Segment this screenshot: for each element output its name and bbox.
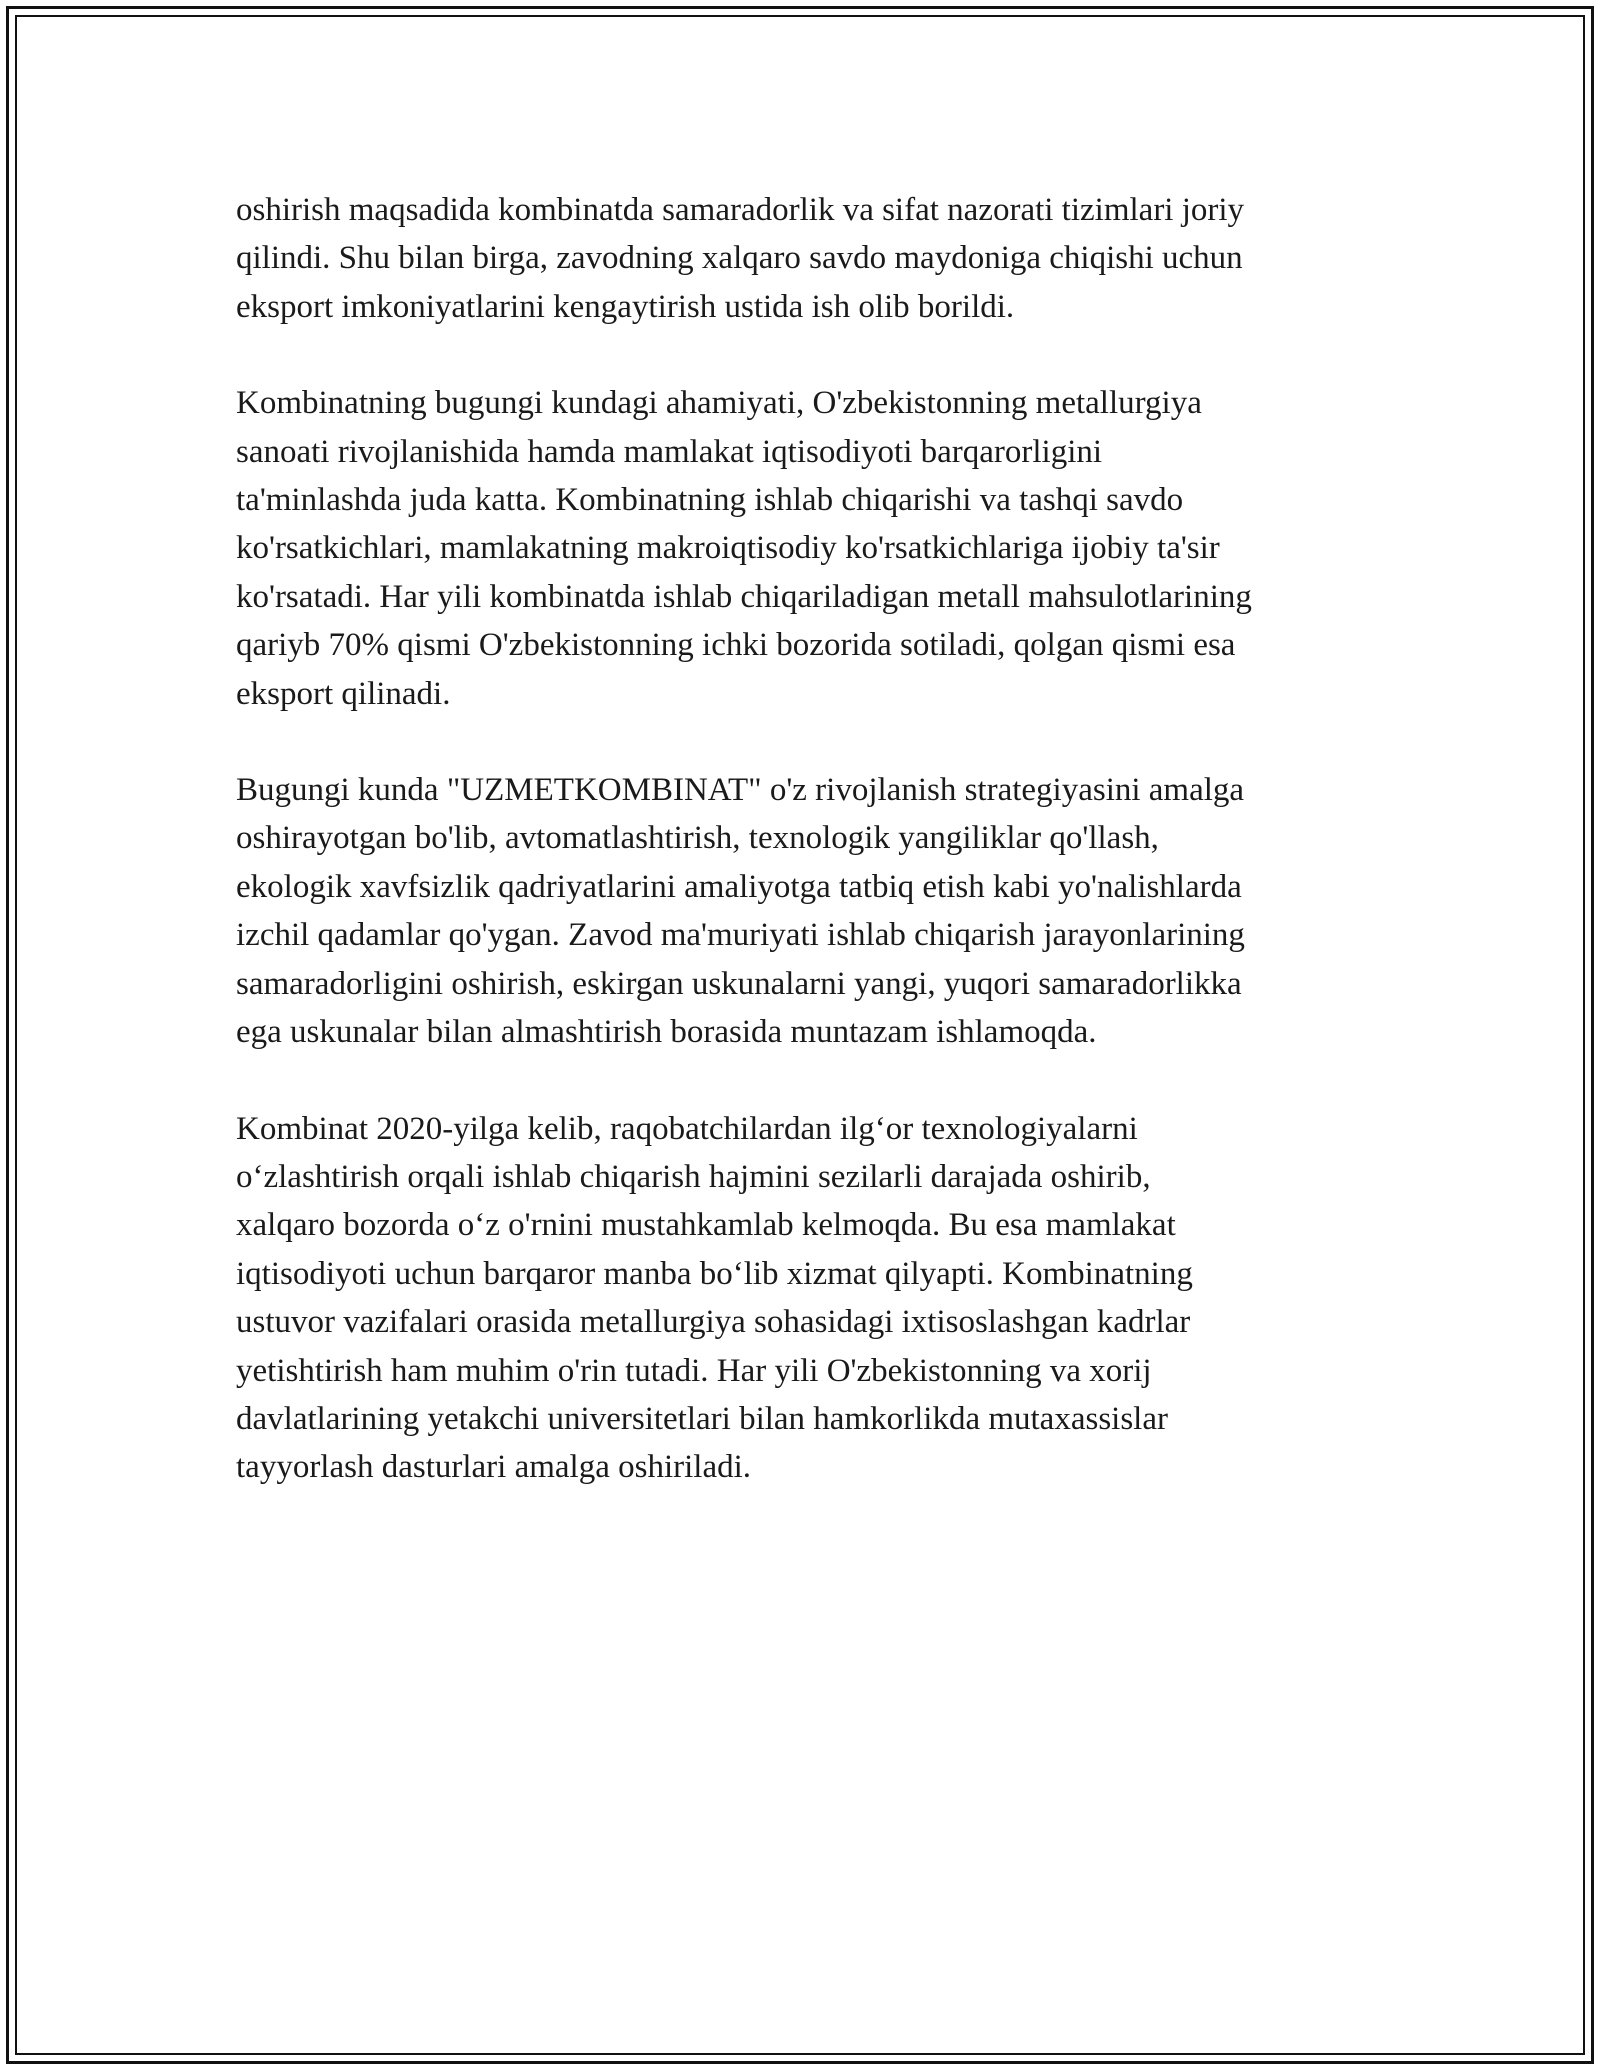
document-body: [236, 186, 1386, 1540]
text-line: ekologik xavfsizlik qadriyatlarini amaliyotga tatbiq etish kabi yo'nalishlarda: [236, 868, 1242, 905]
text-line: Bugungi kunda "UZMETKOMBINAT" o'z rivojlanish strategiyasini amalga: [236, 772, 1245, 809]
text-line: oshirish maqsadida kombinatda samaradorlik va sifat nazorati tizimlari joriy: [236, 192, 1245, 228]
paragraph-3: [236, 766, 1386, 1056]
text-line: Kombinatning bugungi kundagi ahamiyati, O'zbekistonning metallurgiya: [236, 385, 1202, 422]
text-line: eksport imkoniyatlarini kengaytirish ustida ish olib borildi.: [236, 288, 1015, 325]
text-line: tayyorlash dasturlari amalga oshiriladi.: [236, 1449, 752, 1486]
text-line: eksport qilinadi.: [236, 675, 451, 712]
text-line: davlatlarining yetakchi universitetlari bilan hamkorlikda mutaxassislar: [236, 1400, 1168, 1437]
paragraph-2: [236, 379, 1386, 718]
text-line: xalqaro bozorda o‘z o'rnini mustahkamlab kelmoqda. Bu esa mamlakat: [236, 1207, 1176, 1244]
text-line: ta'minlashda juda katta. Kombinatning ishlab chiqarishi va tashqi savdo: [236, 482, 1184, 519]
paragraph-1: [236, 186, 1386, 331]
text-line: o‘zlashtirish orqali ishlab chiqarish hajmini sezilarli darajada oshirib,: [236, 1158, 1151, 1195]
text-line: ko'rsatkichlari, mamlakatning makroiqtisodiy ko'rsatkichlariga ijobiy ta'sir: [236, 530, 1220, 567]
text-line: samaradorligini oshirish, eskirgan uskunalarni yangi, yuqori samaradorlikka: [236, 965, 1242, 1002]
text-line: izchil qadamlar qo'ygan. Zavod ma'muriyati ishlab chiqarish jarayonlarining: [236, 917, 1245, 954]
text-line: oshirayotgan bo'lib, avtomatlashtirish, texnologik yangiliklar qo'llash,: [236, 820, 1159, 857]
text-line: iqtisodiyoti uchun barqaror manba bo‘lib xizmat qilyapti. Kombinatning: [236, 1255, 1193, 1292]
text-line: yetishtirish ham muhim o'rin tutadi. Har yili O'zbekistonning va xorij: [236, 1352, 1152, 1389]
text-line: qariyb 70% qismi O'zbekistonning ichki bozorida sotiladi, qolgan qismi esa: [236, 627, 1236, 664]
text-line: sanoati rivojlanishida hamda mamlakat iqtisodiyoti barqarorligini: [236, 433, 1103, 470]
paragraph-4: [236, 1105, 1386, 1492]
text-line: Kombinat 2020-yilga kelib, raqobatchilardan ilg‘or texnologiyalarni: [236, 1110, 1138, 1147]
text-line: ega uskunalar bilan almashtirish borasida muntazam ishlamoqda.: [236, 1014, 1097, 1051]
text-line: ustuvor vazifalari orasida metallurgiya sohasidagi ixtisoslashgan kadrlar: [236, 1304, 1191, 1341]
text-line: qilindi. Shu bilan birga, zavodning xalqaro savdo maydoniga chiqishi uchun: [236, 240, 1243, 277]
text-line: ko'rsatadi. Har yili kombinatda ishlab chiqariladigan metall mahsulotlarining: [236, 578, 1252, 615]
